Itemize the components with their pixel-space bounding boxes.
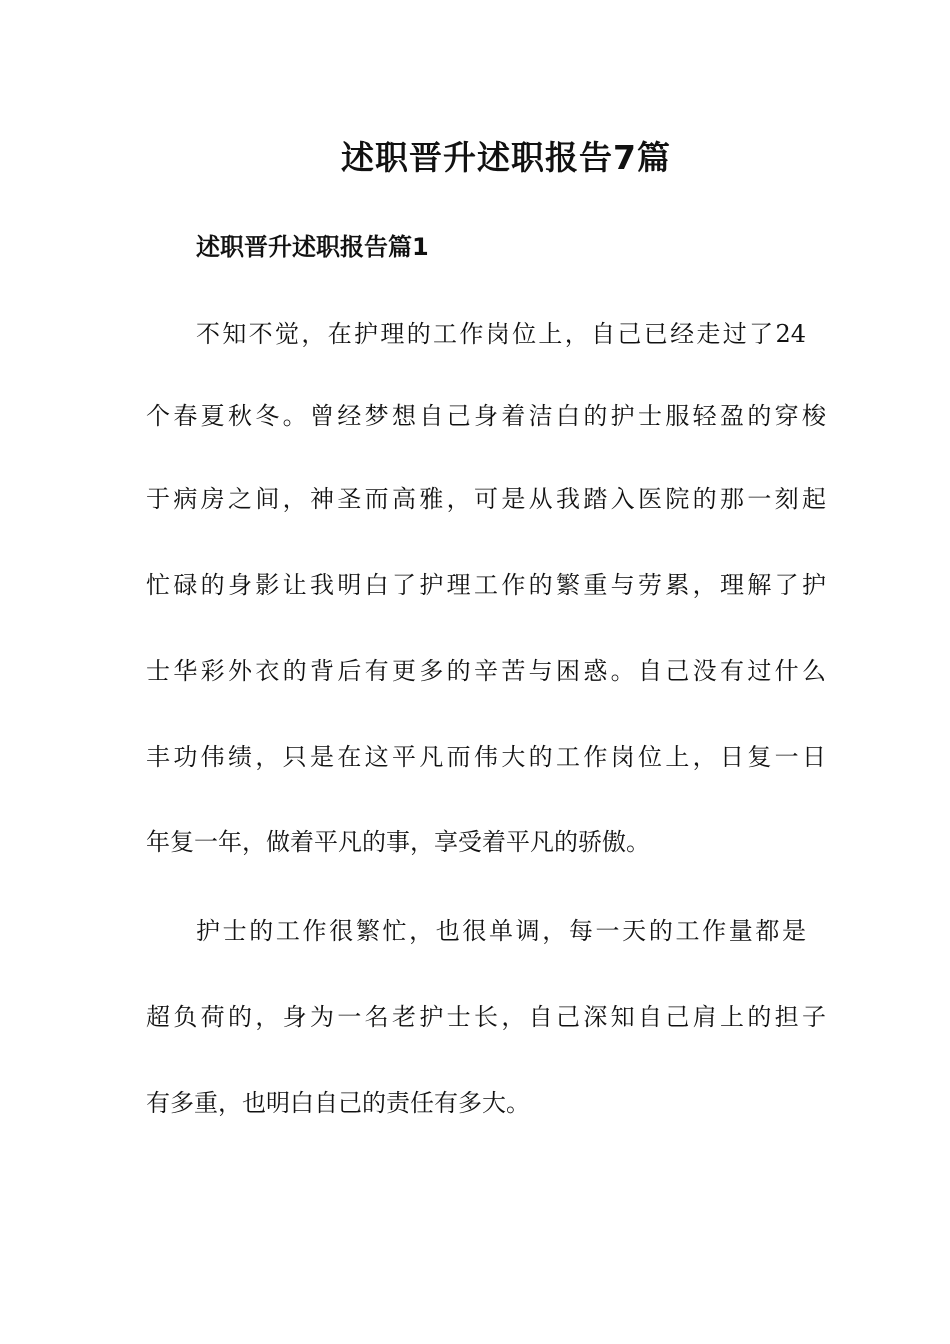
- section-heading: 述职晋升述职报告篇1: [196, 233, 429, 261]
- paragraph-line: 年复一年，做着平凡的事，享受着平凡的骄傲。: [146, 828, 650, 856]
- paragraph-line: 丰功伟绩，只是在这平凡而伟大的工作岗位上，日复一日: [146, 743, 826, 771]
- document-title: 述职晋升述职报告7篇: [341, 138, 671, 177]
- paragraph-line: 有多重，也明白自己的责任有多大。: [146, 1089, 530, 1117]
- paragraph-line: 忙碌的身影让我明白了护理工作的繁重与劳累，理解了护: [146, 571, 826, 599]
- paragraph-line: 个春夏秋冬。曾经梦想自己身着洁白的护士服轻盈的穿梭: [146, 402, 826, 430]
- paragraph-line: 超负荷的，身为一名老护士长，自己深知自己肩上的担子: [146, 1003, 826, 1031]
- paragraph-line: 士华彩外衣的背后有更多的辛苦与困惑。自己没有过什么: [146, 657, 826, 685]
- paragraph-line: 护士的工作很繁忙，也很单调，每一天的工作量都是: [196, 917, 806, 945]
- paragraph-line: 于病房之间，神圣而高雅，可是从我踏入医院的那一刻起: [146, 485, 826, 513]
- paragraph-line: 不知不觉，在护理的工作岗位上，自己已经走过了24: [196, 320, 806, 348]
